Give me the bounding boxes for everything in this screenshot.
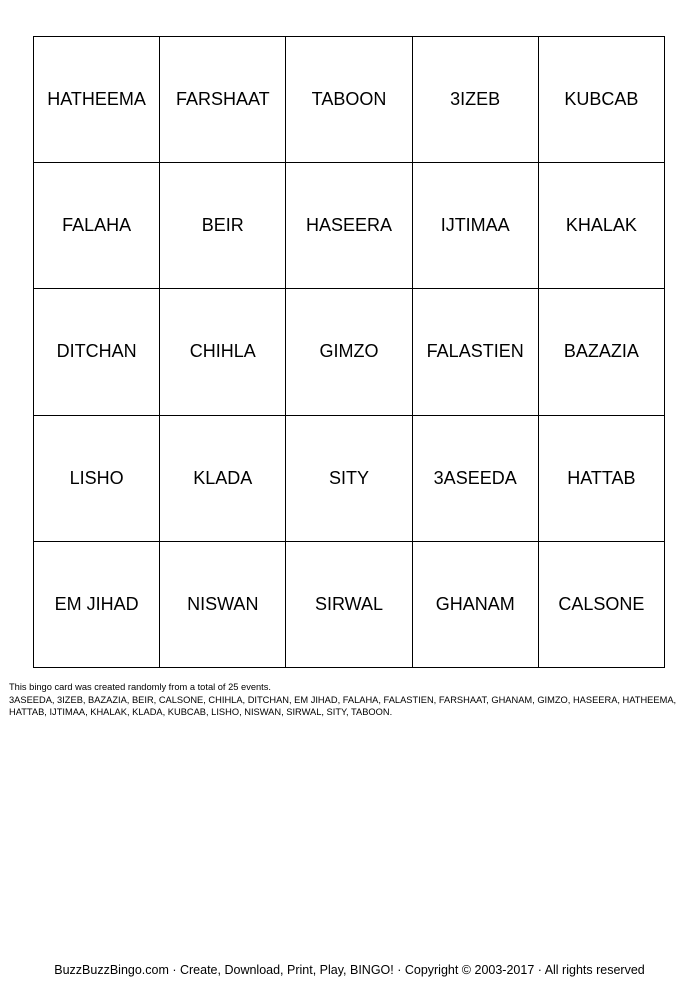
bingo-cell-r1-c5: KUBCAB bbox=[539, 37, 665, 163]
bingo-cell-r4-c4: 3ASEEDA bbox=[413, 416, 539, 542]
card-info-events: 3ASEEDA, 3IZEB, BAZAZIA, BEIR, CALSONE, CHIHLA, DITCHAN, EM JIHAD, FALAHA, FALASTIEN, FARSHAAT, GHANAM, GIMZO, HASEERA, HATHEEMA, HATTAB, IJTIMAA, KHALAK, KLADA, KUBCAB, LISHO, NISWAN, SIRWAL, SITY, TABOON. bbox=[9, 694, 677, 717]
bingo-cell-r2-c4: IJTIMAA bbox=[413, 163, 539, 289]
bingo-cell-r4-c1: LISHO bbox=[34, 416, 160, 542]
bingo-cell-r5-c1: EM JIHAD bbox=[34, 542, 160, 668]
bingo-cell-r3-c2: CHIHLA bbox=[160, 289, 286, 415]
bingo-cell-r3-c1: DITCHAN bbox=[34, 289, 160, 415]
bingo-cell-r2-c5: KHALAK bbox=[539, 163, 665, 289]
copyright-footer: BuzzBuzzBingo.com · Create, Download, Print, Play, BINGO! · Copyright © 2003-2017 · All rights reserved bbox=[54, 963, 645, 977]
bingo-card bbox=[33, 36, 665, 668]
bingo-cell-r4-c3: SITY bbox=[286, 416, 412, 542]
bingo-cell-r5-c5: CALSONE bbox=[539, 542, 665, 668]
bingo-cell-r2-c2: BEIR bbox=[160, 163, 286, 289]
bingo-cell-r4-c2: KLADA bbox=[160, 416, 286, 542]
bingo-cell-r1-c1: HATHEEMA bbox=[34, 37, 160, 163]
bingo-cell-r3-c4: FALASTIEN bbox=[413, 289, 539, 415]
card-info-intro: This bingo card was created randomly from a total of 25 events. bbox=[9, 682, 271, 692]
bingo-cell-r3-c3: GIMZO bbox=[286, 289, 412, 415]
bingo-cell-r1-c2: FARSHAAT bbox=[160, 37, 286, 163]
bingo-cell-r5-c3: SIRWAL bbox=[286, 542, 412, 668]
bingo-cell-r2-c1: FALAHA bbox=[34, 163, 160, 289]
bingo-cell-r1-c3: TABOON bbox=[286, 37, 412, 163]
bingo-cell-r3-c5: BAZAZIA bbox=[539, 289, 665, 415]
bingo-cell-r1-c4: 3IZEB bbox=[413, 37, 539, 163]
bingo-cell-r5-c4: GHANAM bbox=[413, 542, 539, 668]
bingo-cell-r4-c5: HATTAB bbox=[539, 416, 665, 542]
bingo-cell-r2-c3: HASEERA bbox=[286, 163, 412, 289]
card-info bbox=[9, 681, 694, 719]
bingo-cell-r5-c2: NISWAN bbox=[160, 542, 286, 668]
